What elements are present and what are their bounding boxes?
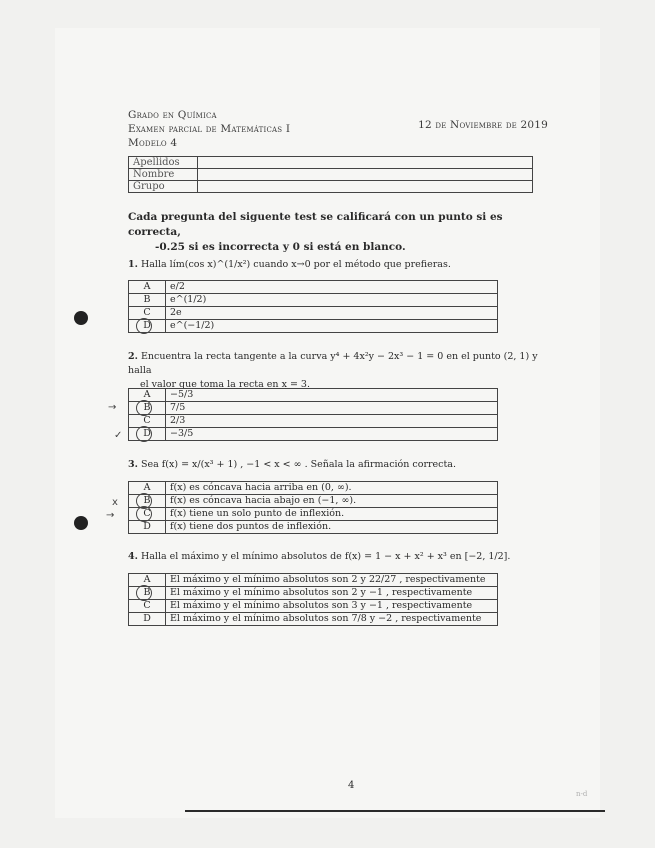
page-number: 4 <box>348 780 355 791</box>
option-letter: A <box>129 389 166 402</box>
question-number: 2. <box>128 351 138 362</box>
option-letter: A <box>129 281 166 294</box>
instructions-line-2: -0.25 si es incorrecta y 0 si está en blanco. <box>155 241 406 253</box>
exam-title: Examen parcial de Matemáticas I <box>128 123 291 135</box>
handwritten-arrow: → <box>108 402 117 413</box>
option-letter-text: B <box>143 402 151 413</box>
option-letter: C <box>129 307 166 320</box>
exam-header <box>128 108 548 150</box>
name-label: Nombre <box>129 169 198 181</box>
handwritten-arrow: → <box>106 510 115 521</box>
degree-line: Grado en Química <box>128 109 217 121</box>
question-number: 1. <box>128 259 138 270</box>
name-field[interactable] <box>198 169 533 181</box>
bottom-rule <box>185 810 605 812</box>
option-letter: C <box>129 415 166 428</box>
option-letter-circled <box>129 587 166 600</box>
handwritten-x: x <box>112 497 118 508</box>
option-letter-circled <box>129 402 166 415</box>
group-label: Grupo <box>129 181 198 193</box>
option-letter-text: D <box>143 320 151 331</box>
punch-hole-top <box>74 311 88 325</box>
option-text: El máximo y el mínimo absolutos son 2 y −1 , respectivamente <box>166 587 498 600</box>
option-letter-circled <box>129 320 166 333</box>
option-row[interactable] <box>129 281 498 294</box>
option-row[interactable] <box>129 521 498 534</box>
option-text: f(x) es cóncava hacia arriba en (0, ∞). <box>166 482 498 495</box>
question-4 <box>128 550 548 564</box>
question-text: Encuentra la recta tangente a la curva y⁴ + 4x²y − 2x³ − 1 = 0 en el punto (2, 1) y halla <box>128 351 538 376</box>
exam-date: 12 de Noviembre de 2019 <box>418 119 548 131</box>
question-3 <box>128 458 548 472</box>
option-row[interactable] <box>129 508 498 521</box>
option-row[interactable] <box>129 600 498 613</box>
option-row[interactable] <box>129 307 498 320</box>
student-id-table <box>128 156 533 193</box>
option-row[interactable] <box>129 428 498 441</box>
question-2 <box>128 350 548 392</box>
option-row[interactable] <box>129 495 498 508</box>
option-letter-circled <box>129 508 166 521</box>
option-letter-text: C <box>143 508 151 519</box>
option-letter-circled <box>129 428 166 441</box>
question-text-cont: el valor que toma la recta en x = 3. <box>140 379 310 390</box>
corner-mark: n-d <box>576 790 588 798</box>
option-letter: D <box>129 613 166 626</box>
instructions-line-1: Cada pregunta del siguente test se calificará con un punto si es correcta, <box>128 211 503 238</box>
group-field[interactable] <box>198 181 533 193</box>
handwritten-tick: ✓ <box>114 430 123 441</box>
option-row[interactable] <box>129 294 498 307</box>
option-row[interactable] <box>129 402 498 415</box>
option-row[interactable] <box>129 613 498 626</box>
question-text: Halla el máximo y el mínimo absolutos de f(x) = 1 − x + x² + x³ en [−2, 1/2]. <box>140 551 511 562</box>
option-text: El máximo y el mínimo absolutos son 2 y 22/27 , respectivamente <box>166 574 498 587</box>
option-row[interactable] <box>129 389 498 402</box>
option-letter-text: B <box>143 587 151 598</box>
option-letter: A <box>129 574 166 587</box>
answer-circle <box>136 318 152 334</box>
option-letter: B <box>129 294 166 307</box>
option-letter: D <box>129 521 166 534</box>
q3-options <box>128 481 498 534</box>
answer-circle <box>136 426 152 442</box>
question-1 <box>128 258 548 272</box>
question-number: 3. <box>128 459 138 470</box>
option-row[interactable] <box>129 415 498 428</box>
option-text: f(x) es cóncava hacia abajo en (−1, ∞). <box>166 495 498 508</box>
option-text: −5/3 <box>166 389 498 402</box>
q1-options <box>128 280 498 333</box>
option-text: 2e <box>166 307 498 320</box>
instructions <box>128 210 528 255</box>
option-row[interactable] <box>129 587 498 600</box>
option-text: −3/5 <box>166 428 498 441</box>
option-text: e^(−1/2) <box>166 320 498 333</box>
option-text: El máximo y el mínimo absolutos son 7/8 y −2 , respectivamente <box>166 613 498 626</box>
punch-hole-bottom <box>74 516 88 530</box>
question-text: Sea f(x) = x/(x³ + 1) , −1 < x < ∞ . Señala la afirmación correcta. <box>140 459 456 470</box>
option-letter: A <box>129 482 166 495</box>
model-line: Modelo 4 <box>128 137 178 149</box>
option-text: e/2 <box>166 281 498 294</box>
option-text: 2/3 <box>166 415 498 428</box>
option-letter-text: D <box>143 428 151 439</box>
q4-options <box>128 573 498 626</box>
surname-label: Apellidos <box>129 157 198 169</box>
surname-field[interactable] <box>198 157 533 169</box>
question-text: Halla lím(cos x)^(1/x²) cuando x→0 por el método que prefieras. <box>140 259 451 270</box>
option-row[interactable] <box>129 482 498 495</box>
q2-options <box>128 388 498 441</box>
option-text: El máximo y el mínimo absolutos son 3 y −1 , respectivamente <box>166 600 498 613</box>
option-letter: C <box>129 600 166 613</box>
option-text: 7/5 <box>166 402 498 415</box>
option-row[interactable] <box>129 574 498 587</box>
option-row[interactable] <box>129 320 498 333</box>
option-text: f(x) tiene un solo punto de inflexión. <box>166 508 498 521</box>
option-letter-text: B <box>143 495 151 506</box>
question-number: 4. <box>128 551 138 562</box>
option-letter-circled <box>129 495 166 508</box>
option-text: e^(1/2) <box>166 294 498 307</box>
option-text: f(x) tiene dos puntos de inflexión. <box>166 521 498 534</box>
